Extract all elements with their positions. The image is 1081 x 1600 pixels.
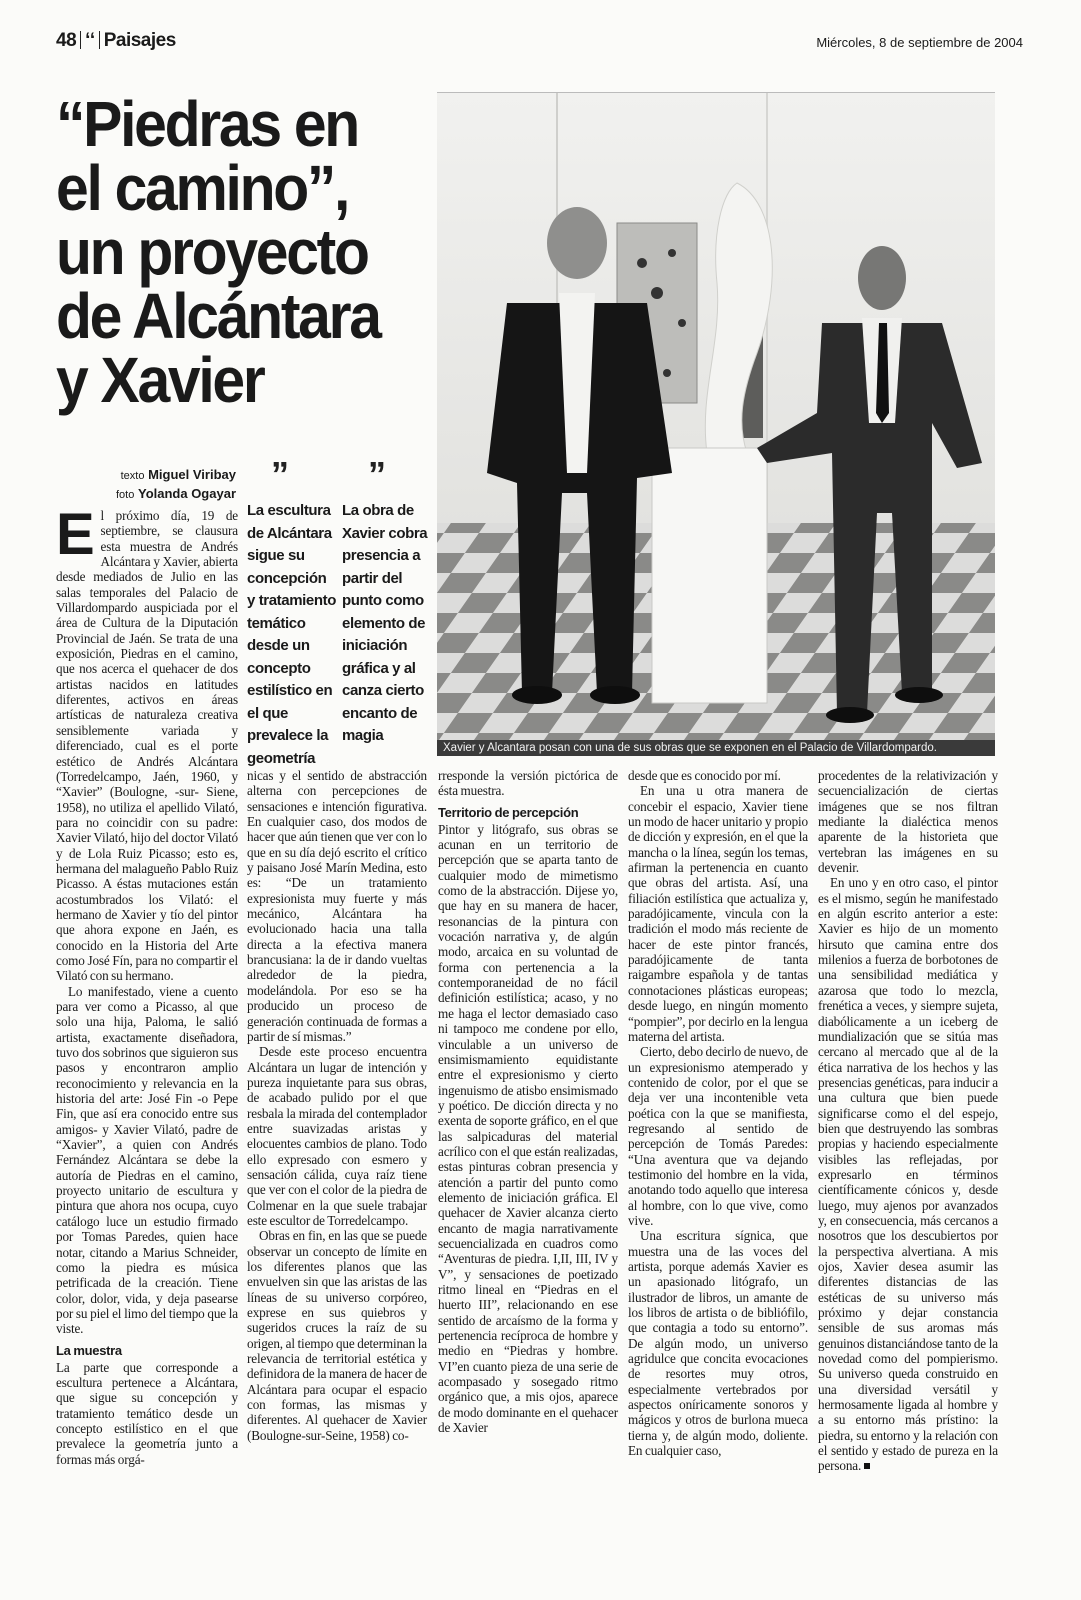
quote-icon: ”	[368, 454, 386, 495]
byline-text-role: texto	[120, 470, 145, 482]
byline	[56, 466, 236, 504]
article-column-3	[438, 768, 618, 1435]
newspaper-logo-mark: ʻʻ	[85, 30, 95, 51]
article-column-1	[56, 502, 238, 1467]
article-paragraph	[818, 875, 998, 1473]
section-name: Paisajes	[103, 30, 176, 51]
article-photo	[437, 92, 995, 743]
article-paragraph: procedentes de la relativización y secuencialización de ciertas imágenes que se nos filtran mediante la dialéctica menos aparente de la historieta que vertebran las imágenes en su devenir.	[818, 768, 998, 876]
article-paragraph: Obras en fin, en las que se puede observar un concepto de límite en los diferentes planos que las envuelven sin que las aristas de las líneas de su universo corpóreo, exprese en sus quiebros y sugeridos cruces la raíz de su origen, al tiempo que determinan la relevancia de territorial estética y definidora de la manera de hacer de Alcántara para ocupar el espacio con formas, las mismas y diferentes. Al quehacer de Xavier (Boulogne-sur-Seine, 1958) co-	[247, 1228, 427, 1443]
article-paragraph: La parte que corresponde a escultura pertenece a Alcántara, que sigue su concepción y tratamiento temático desde un concepto estilístico en el que prevalece la geometría junto a formas más orgá-	[56, 1359, 238, 1467]
headline: “Piedras en el camino”, un proyecto de Alcántara y Xavier	[56, 88, 380, 416]
byline-photo-author: Yolanda Ogayar	[137, 486, 236, 501]
article-column-2	[247, 768, 427, 1443]
pull-quote-1	[247, 454, 337, 770]
drop-cap: E	[56, 502, 95, 567]
page-number: 48	[56, 30, 77, 51]
header-divider	[80, 31, 81, 49]
page-header-left	[56, 30, 176, 52]
article-paragraph: Pintor y litógrafo, sus obras se acunan en un territorio de percepción que se aparta tanto de cualquier modo de mimetismo como de la abstracción. Dijese yo, que hay en su manera de hacer, resonancias de la pintura con vocación narrativa y, de algún modo, arcaica en su voluntad de forma con pertenencia a la contemporaneidad de no fácil definición estilística; acaso, y no me haga el lector demasiado caso ni tampoco me condene por ello, vinculable a un universo de ensimismamiento equidistante entre el expresionismo y cierto ingenuismo de atisbo ensimismado y poético. De dicción directa y no exenta de soporte gráfico, en el que las salpicaduras del material acrílico con el que están realizadas, estas pinturas cobran presencia y atención a partir del punto como elemento de iniciación gráfica. El quehacer de Xavier alcanza cierto encanto de magia narrativamente secuencializada en cuadros como “Aventuras de piedra. I,II, III, IV y V”, y sensaciones de poetizado ritmo lineal en “Piedras en el huerto III”, relacionando en ese sentido de arcaísmo de la forma y pertenencia recíproca de hombre y medio en “Piedras y hombre. VI”en cuanto pieza de una serie de acompasado y sosegado ritmo orgánico que, a mis ojos, aparece de modo dominante en el quehacer de Xavier	[438, 821, 618, 1436]
section-subheading: La muestra	[56, 1342, 122, 1358]
article-paragraph: desde que es conocido por mí.	[628, 768, 781, 783]
pull-quote-text: La escultura de Alcántara sigue su concepción y tratamiento temático desde un concepto estilístico en el que prevalece la geometría	[247, 502, 336, 767]
pull-quote-2	[342, 454, 432, 748]
article-paragraph: Una escritura sígnica, que muestra una de las voces del artista, porque además Xavier es un apasionado litógrafo, un ilustrador de libros, un amante de los libros de artista o de bibliófilo, que contagia a todo su entorno”. De algún modo, un universo agridulce que concita evocaciones de resortes muy otros, especialmente vertebrados por aspectos oníricamente sonoros y mágicos y otros de burlona mueca tierna y, de algún modo, doliente. En cualquier caso,	[628, 1228, 808, 1459]
photo-caption: Xavier y Alcantara posan con una de sus obras que se exponen en el Palacio de Villardompardo.	[437, 740, 995, 756]
article-paragraph: Desde este proceso encuentra Alcántara un lugar de intención y pureza inquietante para sus obras, de acabado pulido por el que resbala la mirada del contemplador entre suavizadas aristas y elocuentes cambios de plano. Todo ello expresado con esmero y sensación cálida, cuya raíz tiene que ver con el color de la piedra de Colmenar en la que suele trabajar este escultor de Torredelcampo.	[247, 1044, 427, 1228]
paragraph-text: l próximo día, 19 de septiembre, se clausura esta muestra de Andrés Alcántara y Xavier, abierta desde mediados de Julio en las salas temporales del Palacio de Villardompardo auspiciada por el área de Cultura de la Diputación Provincial de Jaén. Se trata de una exposición, Piedras en el camino, que nos acerca el quehacer de dos artistas nacidos en latitudes diferentes, activos en áreas artísticas de naturaleza creativa sensiblemente variada y diferenciado, cual es el porte estético de Andrés Alcántara (Torredelcampo, Jaén, 1960, y “Xavier” (Boulogne, -sur- Siene, 1958), no utiliza el apellido Vilató, para no coincidir con su padre: Xavier Vilató, hijo del doctor Vilató y de Lola Ruiz Picasso; esto es, hermana del malagueño Pablo Ruiz Picasso. A éstas mutaciones están acostumbrados los Vilató: el hermano de Xavier y tío del pintor que ahora expone en Jaén, es conocido en la Historia del Arte como José Fín, para no compartir el Vilató con su hermano.	[56, 508, 238, 984]
article-paragraph: En una u otra manera de concebir el espacio, Xavier tiene un modo de hacer unitario y propio de dicción y expresión, en el que la mancha o la línea, según los temas, afirman la pertenencia en cuanto que obras del artista. Así, una filiación estilística que actualiza y, paradójicamente, vincula con la tradición el modo más reciente de hacer de este pintor francés, paradójicamente de tanta raigambre española y de tantas connotaciones plásticas europeas; desde luego, en ningún momento “pompier”, por decirlo en la lengua materna del artista.	[628, 783, 808, 1044]
end-of-article-mark	[864, 1463, 870, 1469]
byline-photo-role: foto	[116, 489, 135, 501]
quote-icon: ”	[271, 454, 289, 495]
byline-text-author: Miguel Viribay	[148, 467, 236, 482]
article-paragraph: nicas y el sentido de abstracción alterna con percepciones de sensaciones e intención figurativa. En cualquier caso, dos modos de hacer que aún tienen que ver con lo que en su día dejó escrito el crítico y paisano José Marín Medina, esto es: “De un tratamiento expresionista muy fuerte y más mecánico, Alcántara ha evolucionado hacia una talla directa a la efectiva manera brancusiana: la de ir dando vueltas alrededor de la piedra, modelándola. Por eso se ha producido un proceso de generación continuada de formas a partir de sí mismas.”	[247, 768, 427, 1044]
article-paragraph	[56, 502, 238, 984]
header-divider	[99, 31, 100, 49]
pull-quote-text: La obra de Xavier cobra presencia a partir del punto como elemento de iniciación gráfica y al canza cierto encanto de magia	[342, 502, 428, 744]
paragraph-text: En uno y en otro caso, el pintor es el mismo, según he manifestado en algún escrito anterior a este: Xavier es hijo de un momento hirsuto que camina entre dos milenios a fuerza de borbotones de una sensibilidad mediática y azarosa que todo lo mezcla, frenética a veces, y siempre sujeta, diabólicamente a un iceberg de mundialización que se sitúa mas cercano al mercado que al de la ética narrativa de los hechos y las presencias genéticas, para inducir a una cultura que bien puede significarse como el del espejo, bien que destruyendo las sombras propias y haciendo especialmente visibles las reflejadas, por expresarlo en términos científicamente cónicos y, desde luego, muy ajenos por avanzados y, en consecuencia, más cercanos a nosotros que los descubiertos por la perspectiva alvertiana. A mis ojos, Xavier desea asumir las diferentes distancias de las estéticas de su universo más próximo y dejar constancia sensible de sus aromas más genuinos distanciándose tanto de la novedad como del pompierismo. Su universo queda construido en una diversidad versátil y hermosamente ligada al hombre y a su entorno más prístino: la piedra, su entorno y la relación con el sentido y estado de pureza en la persona.	[818, 875, 998, 1474]
article-paragraph: rresponde la versión pictórica de ésta muestra.	[438, 768, 618, 799]
article-paragraph: Lo manifestado, viene a cuento para ver como a Picasso, al que solo una hija, Paloma, le salió artista, exactamente diseñadora, tuvo dos sobrinos que siguieron sus pasos y encontraron amplio reconocimiento y relevancia en la historia del arte: José Fin -o Pepe Fin, que así era conocido entre sus amigos- y Xavier Vilató, padre de “Xavier”, a quien con Andrés Fernández Alcántara se debe la autoría de Piedras en el camino, proyecto unitario de escultura y pintura que ahora nos ocupa, cuyo catálogo luce un estudio firmado por Tomas Paredes, quien hace notar, citando a Marius Schneider, como la piedra es música petrificada de la creación. Tiene color, dolor, vida, y deja pasearse por su piel el limo del tiempo que la viste.	[56, 983, 238, 1337]
article-column-4	[628, 768, 808, 1458]
section-subheading: Territorio de percepción	[438, 804, 579, 820]
photo-illustration	[437, 93, 995, 743]
article-column-5	[818, 768, 998, 1474]
publication-date: Miércoles, 8 de septiembre de 2004	[816, 35, 1023, 50]
article-paragraph: Cierto, debo decirlo de nuevo, de un expresionismo atemperado y contenido de color, por el que se deja ver una incontenible veta poética con la que se manifiesta, regresando al sentido de percepción de Tomás Paredes: “Una aventura que va dejando testimonio del hombre en la vida, anotando todo aquello que interesa al hombre, con lo que vive, como vive.	[628, 1044, 808, 1228]
